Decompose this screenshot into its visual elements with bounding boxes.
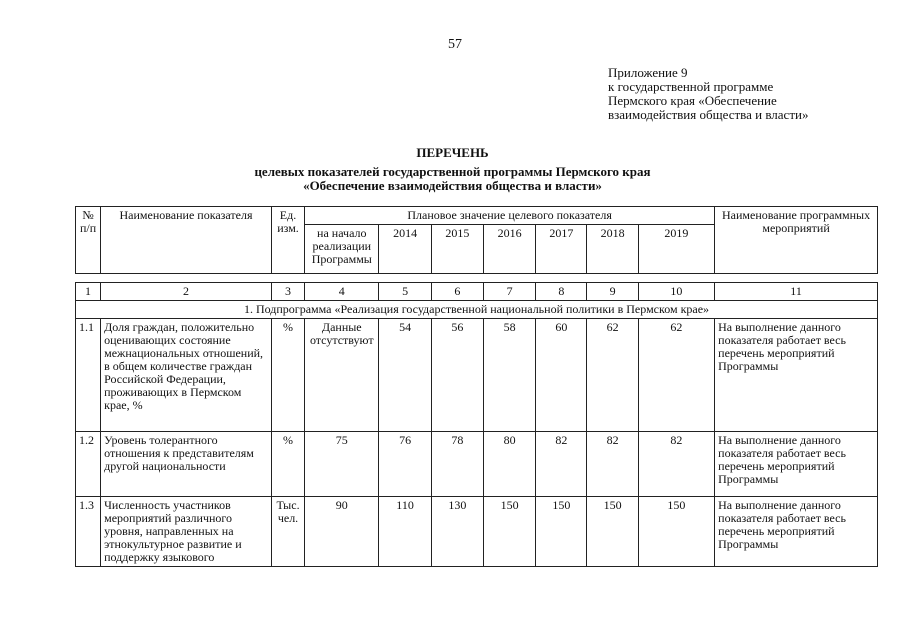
appendix-note: [608, 66, 868, 122]
page-number: 57: [448, 37, 462, 52]
column-number: 7: [483, 283, 535, 301]
row-activities: На выполнение данного показателя работает весь перечень мероприятий Программы: [715, 432, 878, 497]
header-activities: Наименование программных мероприятий: [715, 207, 878, 274]
header-start: на начало реализации Программы: [305, 225, 379, 274]
header-year: 2016: [483, 225, 535, 274]
appendix-line: Приложение 9: [608, 65, 688, 80]
row-unit: Тыс. чел.: [271, 497, 304, 567]
header-year: 2017: [536, 225, 587, 274]
row-value: 150: [536, 497, 587, 567]
header-name: Наименование показателя: [101, 207, 272, 274]
row-value: 60: [536, 319, 587, 432]
column-number: 6: [431, 283, 483, 301]
indicators-table: [75, 206, 878, 567]
row-value: 62: [638, 319, 714, 432]
column-number: 9: [587, 283, 638, 301]
row-value: 150: [587, 497, 638, 567]
row-activities: На выполнение данного показателя работает весь перечень мероприятий Программы: [715, 497, 878, 567]
row-value: 130: [431, 497, 483, 567]
appendix-line: взаимодействия общества и власти»: [608, 107, 809, 122]
row-value: 150: [638, 497, 714, 567]
header-year: 2019: [638, 225, 714, 274]
table-row: [76, 497, 878, 567]
row-value: 58: [483, 319, 535, 432]
header-year: 2018: [587, 225, 638, 274]
row-unit: %: [271, 432, 304, 497]
table-row: [76, 432, 878, 497]
document-subtitle-program: «Обеспечение взаимодействия общества и власти»: [303, 178, 602, 193]
row-value: 54: [379, 319, 431, 432]
row-start: Данные отсутствуют: [305, 319, 379, 432]
column-number: 4: [305, 283, 379, 301]
header-year: 2014: [379, 225, 431, 274]
table-row: [76, 319, 878, 432]
header-planned: Плановое значение целевого показателя: [305, 207, 715, 225]
row-value: 150: [483, 497, 535, 567]
column-number: 2: [101, 283, 272, 301]
appendix-line: Пермского края «Обеспечение: [608, 93, 777, 108]
row-num: 1.2: [76, 432, 101, 497]
row-value: 62: [587, 319, 638, 432]
column-numbers-row: [76, 283, 878, 301]
column-number: 1: [76, 283, 101, 301]
row-value: 82: [638, 432, 714, 497]
row-start: 75: [305, 432, 379, 497]
document-title: ПЕРЕЧЕНЬ: [416, 145, 489, 160]
row-value: 78: [431, 432, 483, 497]
document-subtitle: целевых показателей государственной программы Пермского края: [254, 164, 651, 179]
row-start: 90: [305, 497, 379, 567]
row-activities: На выполнение данного показателя работает весь перечень мероприятий Программы: [715, 319, 878, 432]
row-value: 82: [536, 432, 587, 497]
row-num: 1.3: [76, 497, 101, 567]
row-value: 82: [587, 432, 638, 497]
column-number: 3: [271, 283, 304, 301]
row-name: Численность участников мероприятий различного уровня, направленных на этнокультурное развитие и поддержку языкового: [101, 497, 272, 567]
column-number: 10: [638, 283, 714, 301]
row-value: 76: [379, 432, 431, 497]
row-value: 110: [379, 497, 431, 567]
subprogram-heading: 1. Подпрограмма «Реализация государственной национальной политики в Пермском крае»: [76, 301, 878, 319]
row-num: 1.1: [76, 319, 101, 432]
row-value: 56: [431, 319, 483, 432]
header-year: 2015: [431, 225, 483, 274]
row-unit: %: [271, 319, 304, 432]
column-number: 11: [715, 283, 878, 301]
row-value: 80: [483, 432, 535, 497]
column-number: 5: [379, 283, 431, 301]
appendix-line: к государственной программе: [608, 79, 774, 94]
header-num: № п/п: [76, 207, 101, 274]
row-name: Доля граждан, положительно оценивающих состояние межнациональных отношений, в общем количестве граждан Российской Федерации, проживающих в Пермском крае, %: [101, 319, 272, 432]
row-name: Уровень толерантного отношения к представителям другой национальности: [101, 432, 272, 497]
column-number: 8: [536, 283, 587, 301]
header-unit: Ед. изм.: [271, 207, 304, 274]
